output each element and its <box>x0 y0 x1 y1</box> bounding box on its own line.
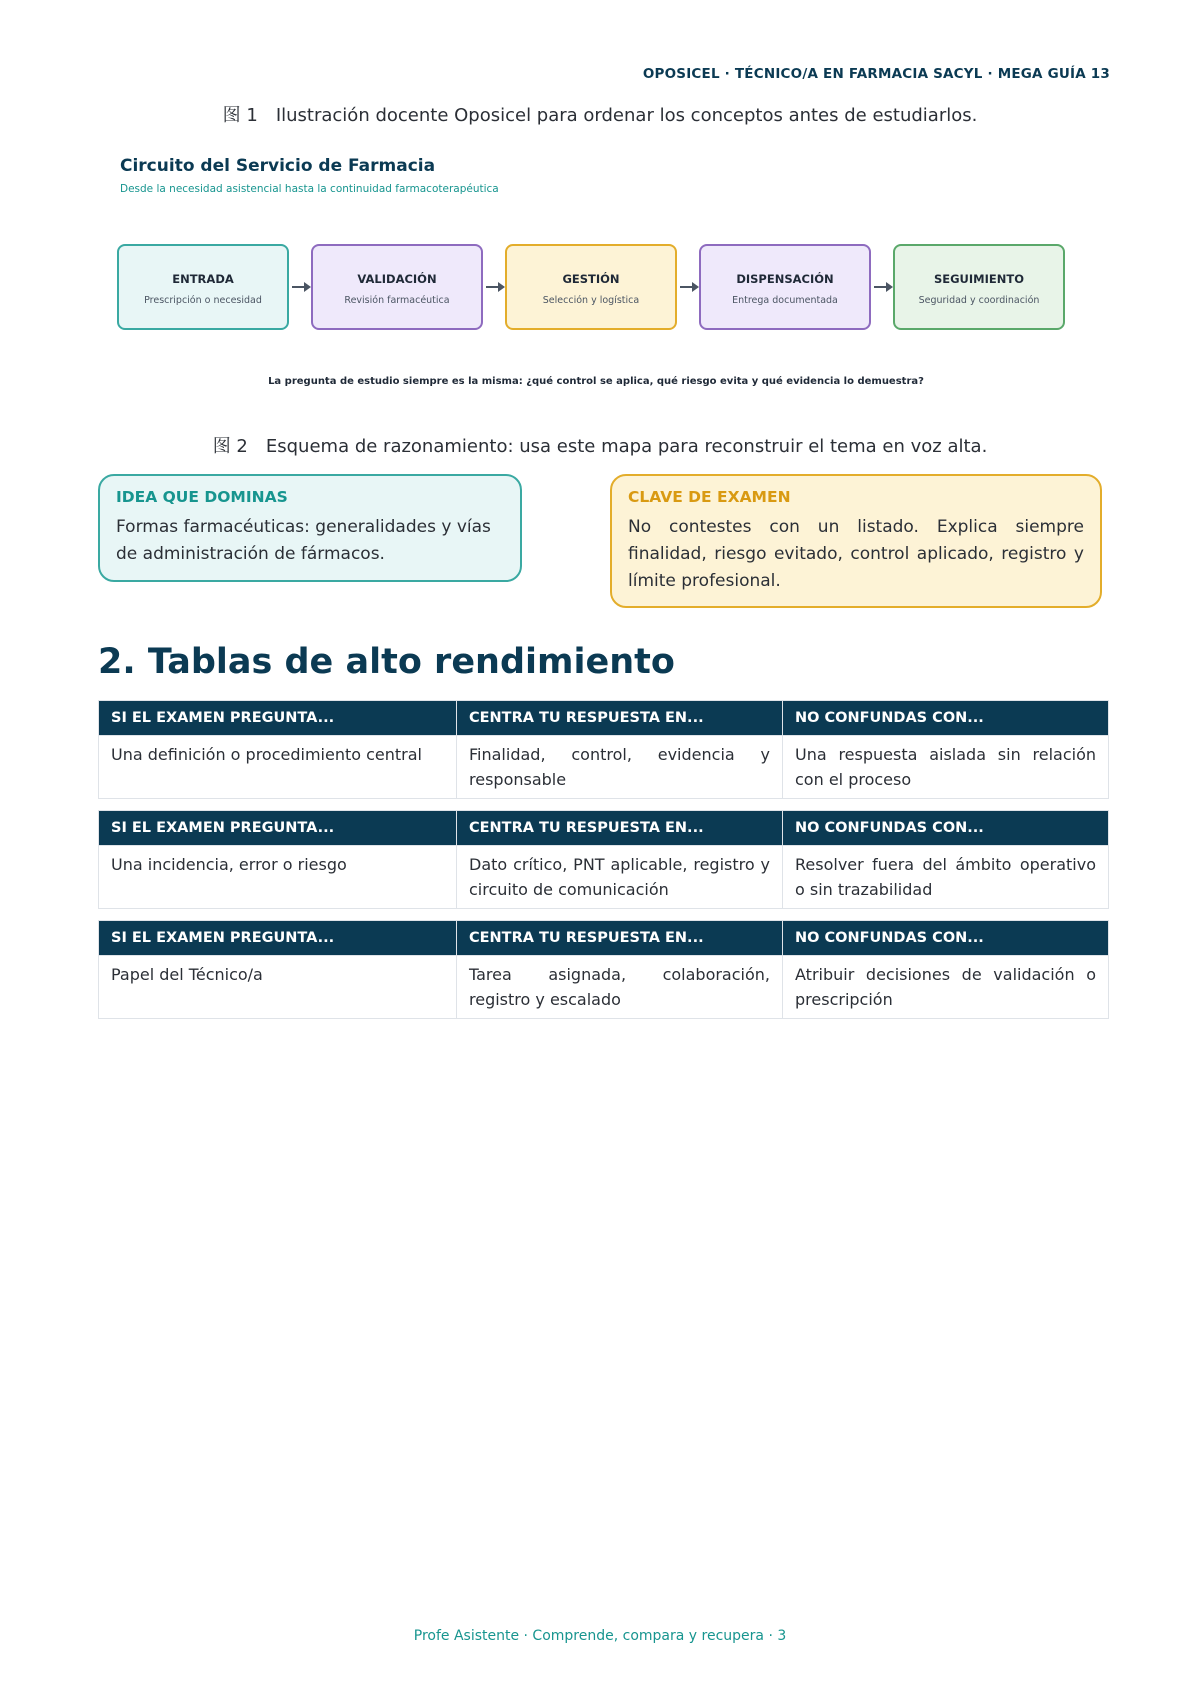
study-table <box>98 920 1109 1019</box>
stage-title: DISPENSACIÓN <box>736 272 834 286</box>
stage-entrada <box>117 244 289 330</box>
table-header-row <box>99 701 1109 736</box>
column-header: NO CONFUNDAS CON... <box>783 811 1109 846</box>
stage-title: SEGUIMIENTO <box>933 272 1025 286</box>
diagram-title: Circuito del Servicio de Farmacia <box>120 156 436 176</box>
table-cell: Atribuir decisiones de validación o prescripción <box>783 956 1109 1019</box>
diagram-subtitle: Desde la necesidad asistencial hasta la continuidad farmacoterapéutica <box>120 183 499 195</box>
stage-subtitle: Selección y logística <box>542 295 640 306</box>
flow-arrow <box>292 286 306 288</box>
stage-title: GESTIÓN <box>562 272 620 286</box>
table-cell: Papel del Técnico/a <box>99 956 457 1019</box>
stage-validacion <box>311 244 483 330</box>
study-table <box>98 810 1109 909</box>
table-header-row <box>99 921 1109 956</box>
stage-seguimiento <box>893 244 1065 330</box>
column-header: SI EL EXAMEN PREGUNTA... <box>99 811 457 846</box>
table-cell: Una definición o procedimiento central <box>99 736 457 799</box>
stage-subtitle: Prescripción o necesidad <box>144 295 262 306</box>
table-cell: Finalidad, control, evidencia y responsable <box>457 736 783 799</box>
flow-arrow <box>486 286 500 288</box>
column-header: CENTRA TU RESPUESTA EN... <box>457 701 783 736</box>
figure-2-caption-text: Esquema de razonamiento: usa este mapa para reconstruir el tema en voz alta. <box>265 436 988 457</box>
study-table <box>98 700 1109 799</box>
column-header: NO CONFUNDAS CON... <box>783 921 1109 956</box>
table-cell: Resolver fuera del ámbito operativo o sin trazabilidad <box>783 846 1109 909</box>
flow-arrow <box>874 286 888 288</box>
stage-subtitle: Seguridad y coordinación <box>918 295 1040 306</box>
callout-title: IDEA QUE DOMINAS <box>116 488 288 506</box>
table-cell: Una incidencia, error o riesgo <box>99 846 457 909</box>
callout-idea <box>98 474 522 582</box>
table-cell: Una respuesta aislada sin relación con el proceso <box>783 736 1109 799</box>
callout-body: Formas farmacéuticas: generalidades y vías de administración de fármacos. <box>116 517 491 564</box>
column-header: NO CONFUNDAS CON... <box>783 701 1109 736</box>
figure-1-number: 图 1 <box>222 105 258 126</box>
table-cell: Dato crítico, PNT aplicable, registro y circuito de comunicación <box>457 846 783 909</box>
figure-2-caption <box>0 432 1200 458</box>
callout-exam-key <box>610 474 1102 608</box>
stage-subtitle: Revisión farmacéutica <box>344 295 450 306</box>
column-header: CENTRA TU RESPUESTA EN... <box>457 921 783 956</box>
running-header: OPOSICEL · TÉCNICO/A EN FARMACIA SACYL · MEGA GUÍA 13 <box>642 66 1110 82</box>
table-row <box>99 846 1109 909</box>
column-header: CENTRA TU RESPUESTA EN... <box>457 811 783 846</box>
diagram-footer-question: La pregunta de estudio siempre es la misma: ¿qué control se aplica, qué riesgo evita y qué evidencia lo demuestra? <box>268 376 924 387</box>
flow-arrow <box>680 286 694 288</box>
figure-2-number: 图 2 <box>212 436 248 457</box>
table-row <box>99 956 1109 1019</box>
column-header: SI EL EXAMEN PREGUNTA... <box>99 701 457 736</box>
section-title: 2. Tablas de alto rendimiento <box>98 642 675 682</box>
stage-title: ENTRADA <box>172 272 234 286</box>
column-header: SI EL EXAMEN PREGUNTA... <box>99 921 457 956</box>
stage-title: VALIDACIÓN <box>357 272 437 286</box>
table-header-row <box>99 811 1109 846</box>
figure-1-caption <box>0 101 1200 127</box>
service-circuit-diagram <box>96 146 1096 396</box>
callout-title: CLAVE DE EXAMEN <box>628 488 791 506</box>
stage-gestion <box>505 244 677 330</box>
callout-body: No contestes con un listado. Explica siempre finalidad, riesgo evitado, control aplicado, registro y límite profesional. <box>628 517 1084 591</box>
table-row <box>99 736 1109 799</box>
figure-1-caption-text: Ilustración docente Oposicel para ordenar los conceptos antes de estudiarlos. <box>275 105 978 126</box>
page-footer: Profe Asistente · Comprende, compara y recupera · 3 <box>413 1628 787 1644</box>
stage-subtitle: Entrega documentada <box>732 295 838 306</box>
stage-dispensacion <box>699 244 871 330</box>
table-cell: Tarea asignada, colaboración, registro y escalado <box>457 956 783 1019</box>
